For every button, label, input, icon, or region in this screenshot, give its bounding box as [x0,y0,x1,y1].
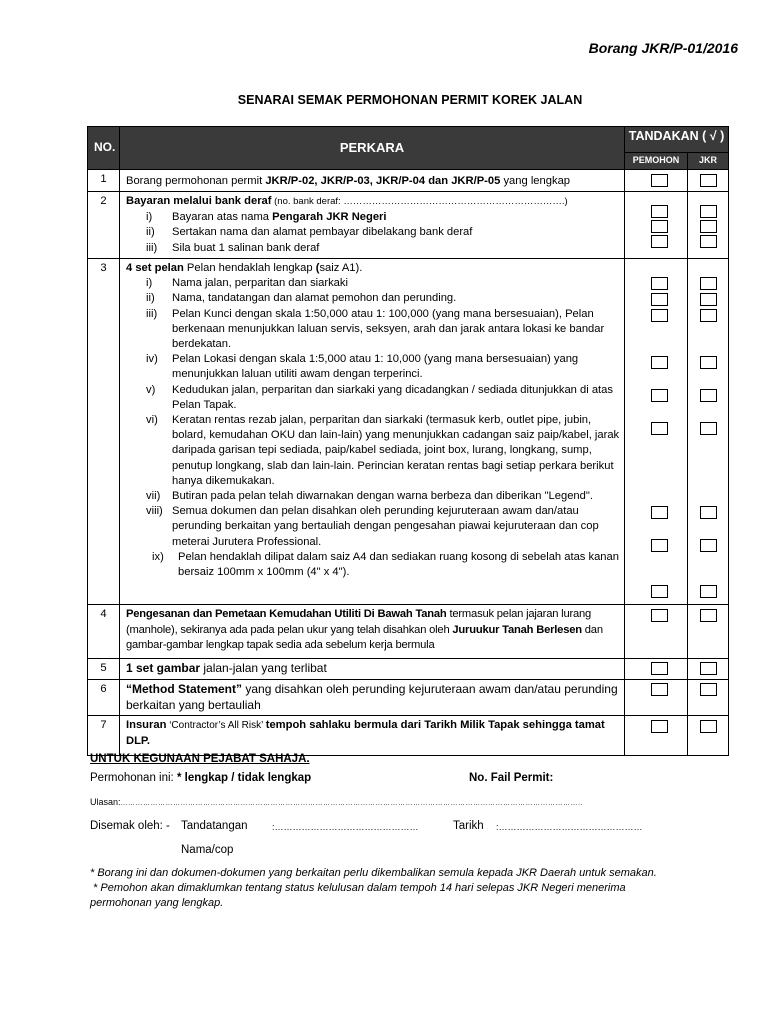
pemohon-checkbox[interactable] [651,235,668,248]
pemohon-cell [625,716,688,756]
item-text: dan gambar-gambar lengkap tapak sedia ada sebelum kerja bermula [126,623,603,651]
pemohon-checkbox[interactable] [651,720,668,733]
row-number: 1 [88,169,120,192]
item-text: Pelan hendaklah lengkap [183,262,316,274]
table-row [88,716,729,756]
disemak-label: Disemak oleh: - [90,820,170,832]
item-text: yang lengkap [500,174,571,187]
sub-text: Sertakan nama dan alamat pembayar dibelakang bank deraf [172,226,473,238]
ulasan-label: Ulasan: [90,797,121,807]
jkr-checkbox[interactable] [700,585,717,598]
sub-number: ix) [152,550,164,563]
sub-text: Pelan Kunci dengan skala 1:50,000 atau 1: 100,000 (yang mana bersesuaian), Pelan berkenaan menunjukkan laluan servis, seksyen, arah dan jarak antara lokasi ke bandar berdekatan. [172,307,605,351]
pemohon-cell [625,192,688,259]
jkr-checkbox[interactable] [700,356,717,369]
sub-text: Nama jalan, perparitan dan siarkaki [172,277,348,290]
tarikh-field[interactable]: :………………………………………… [496,822,643,832]
row-description [120,259,625,605]
sub-number: iv) [146,353,158,366]
sub-text: Kedudukan jalan, perparitan dan siarkaki yang dicadangkan / sediada ditunjukkan di atas Pelan Tapak. [172,383,613,411]
pemohon-checkbox[interactable] [651,277,668,290]
sub-number: ii) [146,292,155,305]
sub-number: vi) [146,414,158,427]
row-number: 5 [88,659,120,680]
row-number: 3 [88,259,120,605]
sub-text: Keratan rentas rezab jalan, perparitan dan siarkaki (termasuk kerb, outlet pipe, jubin, bolard, kemudahan OKU dan lain-lain) yang menunjukkan cadangan saiz paip/kabel, jarak daripada garisan tepi sediada, paip/kabel sediada, joint box, lurang, longkang, sump, penutup longkang, slab dan lain-lain. Perincian keratan rentas bagi setiap perkara berikut hanya dikemukakan. [172,414,620,487]
header-jkr: JKR [688,153,729,170]
jkr-checkbox[interactable] [700,293,717,306]
row-description [120,680,625,716]
jkr-cell [688,716,729,756]
nama-cop-label: Nama/cop [181,844,234,856]
row-description [120,192,625,259]
jkr-cell [688,680,729,716]
jkr-cell [688,169,729,192]
jkr-checkbox[interactable] [700,205,717,218]
pemohon-cell [625,680,688,716]
sub-text-part: Bayaran atas nama [172,210,273,223]
sub-number: i) [146,277,153,290]
item-text: jalan-jalan yang terlibat [200,661,327,675]
checklist-table [87,126,729,756]
sub-text: Pelan hendaklah dilipat dalam saiz A4 dan sediakan ruang kosong di sebelah atas kanan bersaiz 100mm x 100mm (4" x 4"). [178,550,619,579]
sub-number: ii) [146,226,155,238]
permohonan-line [90,772,311,784]
pemohon-checkbox[interactable] [651,609,668,622]
sub-number: viii) [146,505,163,518]
pemohon-checkbox[interactable] [651,309,668,322]
sub-text-bold: Pengarah JKR Negeri [272,210,387,223]
pemohon-checkbox[interactable] [651,422,668,435]
item-text: saiz A1). [319,262,363,274]
table-row [88,192,729,259]
footnote: * Pemohon akan dimaklumkan tentang status kelulusan dalam tempoh 14 hari selepas JKR Negeri menerima [90,882,626,894]
header-perkara: PERKARA [120,127,625,170]
jkr-checkbox[interactable] [700,683,717,696]
jkr-checkbox[interactable] [700,309,717,322]
jkr-checkbox[interactable] [700,506,717,519]
permohonan-label: Permohonan ini: [90,772,177,784]
footnote: permohonan yang lengkap. [90,897,224,909]
sub-text [172,210,620,226]
row-number: 6 [88,680,120,716]
jkr-checkbox[interactable] [700,662,717,675]
row-number: 7 [88,716,120,756]
item-text-bold: Pengesanan dan Pemetaan Kemudahan Utiliti Di Bawah Tanah [126,608,447,620]
jkr-checkbox[interactable] [700,235,717,248]
table-row [88,680,729,716]
jkr-cell [688,259,729,605]
item-text: yang disahkan oleh perunding kejuruteraan awam dan/atau perunding berkaitan yang bertauliah [126,682,618,712]
sub-number: i) [146,210,153,223]
pemohon-checkbox[interactable] [651,662,668,675]
tandatangan-field[interactable]: :………………………………………… [272,822,419,832]
no-fail-permit-label: No. Fail Permit: [469,772,554,784]
pemohon-cell [625,169,688,192]
sub-text: Nama, tandatangan dan alamat pemohon dan perunding. [172,292,457,305]
pemohon-checkbox[interactable] [651,293,668,306]
item-text-bold: tempoh sahlaku bermula dari Tarikh Milik Tapak sehingga tamat DLP. [126,719,605,747]
item-text: ‘Contractor’s All Risk’ [166,720,266,731]
pemohon-checkbox[interactable] [651,356,668,369]
row-number: 4 [88,605,120,659]
sub-number: vii) [146,490,161,503]
footnotes [90,866,730,911]
pemohon-checkbox[interactable] [651,585,668,598]
item-text-bold: ( [315,262,320,274]
tarikh-label: Tarikh [453,820,484,832]
item-text-bold: “Method Statement” [126,682,243,696]
table-row [88,659,729,680]
pemohon-checkbox[interactable] [651,174,668,187]
ulasan-dots: ………………………………………………………………………………………………………………………………………………………………….. [120,800,583,807]
permohonan-value[interactable]: * lengkap / tidak lengkap [176,772,312,784]
header-tandakan: TANDAKAN ( √ ) [625,127,729,153]
pemohon-checkbox[interactable] [651,539,668,552]
tandatangan-label: Tandatangan [181,820,248,832]
jkr-cell [688,605,729,659]
pemohon-checkbox[interactable] [651,506,668,519]
page-title: SENARAI SEMAK PERMOHONAN PERMIT KOREK JALAN [237,93,583,107]
table-row [88,259,729,605]
item-text-bold: JKR/P-02, JKR/P-03, JKR/P-04 dan JKR/P-05 [265,174,501,187]
jkr-checkbox[interactable] [700,174,717,187]
row-description [120,169,625,192]
pemohon-cell [625,659,688,680]
jkr-checkbox[interactable] [700,277,717,290]
jkr-checkbox[interactable] [700,389,717,402]
sub-text: Sila buat 1 salinan bank deraf [172,241,320,254]
jkr-checkbox[interactable] [700,422,717,435]
jkr-checkbox[interactable] [700,609,717,622]
pemohon-checkbox[interactable] [651,683,668,696]
item-text-bold: Juruukur Tanah Berlesen [452,623,582,636]
sub-text: Semua dokumen dan pelan disahkan oleh perunding kejuruteraan awam dan/atau perunding berkaitan yang bertauliah dengan pengesahan piawai kejuruteraan dan cop meterai Jurutera Professional. [172,505,599,548]
jkr-cell [688,192,729,259]
header-pemohon: PEMOHON [625,153,688,170]
office-use-heading: UNTUK KEGUNAAN PEJABAT SAHAJA. [90,753,310,765]
sub-text: Butiran pada pelan telah diwarnakan dengan warna berbeza dan diberikan "Legend". [172,490,593,503]
row-number: 2 [88,192,120,259]
form-code: Borang JKR/P-01/2016 [588,40,738,56]
row-description [120,716,625,756]
item-lead: 4 set pelan [126,262,184,274]
pemohon-cell [625,259,688,605]
row-description [120,605,625,659]
sub-number: v) [146,383,156,396]
sub-text: Pelan Lokasi dengan skala 1:5,000 atau 1: 10,000 (yang mana bersesuaian) yang menunjukkan laluan utiliti awam dengan terperinci. [172,353,579,381]
sub-number: iii) [146,307,158,320]
pemohon-checkbox[interactable] [651,389,668,402]
sub-number: iii) [146,241,158,254]
footnote: * Borang ini dan dokumen-dokumen yang berkaitan perlu dikembalikan semula kepada JKR Daerah untuk semakan. [90,867,657,879]
item-lead: Bayaran melalui bank deraf [126,195,272,207]
item-text: termasuk pelan jajaran lurang (manhole), sekiranya ada pada pelan ukur yang telah disahkan oleh [126,608,592,636]
jkr-cell [688,659,729,680]
row-description [120,659,625,680]
pemohon-checkbox[interactable] [651,220,668,233]
header-no: NO. [88,127,120,170]
jkr-checkbox[interactable] [700,220,717,233]
item-text-bold: 1 set gambar [126,661,201,675]
table-row [88,169,729,192]
pemohon-checkbox[interactable] [651,205,668,218]
item-text-bold: Insuran [126,719,167,731]
table-row [88,605,729,659]
jkr-checkbox[interactable] [700,720,717,733]
pemohon-cell [625,605,688,659]
item-text: Borang permohonan permit [126,174,266,187]
jkr-checkbox[interactable] [700,539,717,552]
ulasan-field[interactable] [90,797,583,807]
item-note: (no. bank deraf: …………………………………………………………….) [271,196,568,207]
